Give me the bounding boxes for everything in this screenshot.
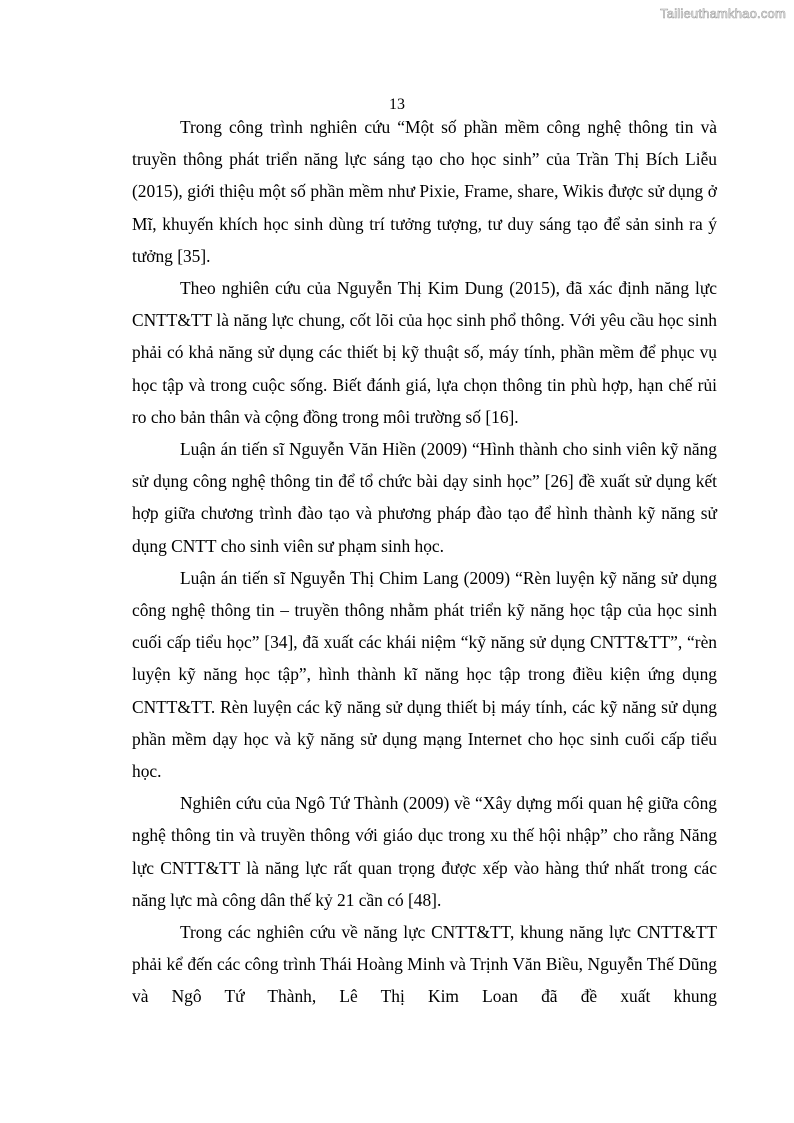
paragraph-1: Trong công trình nghiên cứu “Một số phần mềm công nghệ thông tin và truyền thông phát triển năng lực sáng tạo cho học sinh” của Trần Thị Bích Liễu (2015), giới thiệu một số phần mềm như Pixie, Frame, share, Wikis được sử dụng ở Mĩ, khuyến khích học sinh dùng trí tưởng tượng, tư duy sáng tạo để sản sinh ra ý tưởng [35]. [132,117,717,266]
paragraph-5: Nghiên cứu của Ngô Tứ Thành (2009) về “Xây dựng mối quan hệ giữa công nghệ thông tin và truyền thông với giáo dục trong xu thế hội nhập” cho rằng Năng lực CNTT&TT là năng lực rất quan trọng được xếp vào hàng thứ nhất trong các năng lực mà công dân thế kỷ 21 cần có [48]. [132,793,717,910]
document-body [132,111,717,1013]
paragraph-2: Theo nghiên cứu của Nguyễn Thị Kim Dung (2015), đã xác định năng lực CNTT&TT là năng lực chung, cốt lõi của học sinh phổ thông. Với yêu cầu học sinh phải có khả năng sử dụng các thiết bị kỹ thuật số, máy tính, phần mềm để phục vụ học tập và trong cuộc sống. Biết đánh giá, lựa chọn thông tin phù hợp, hạn chế rủi ro cho bản thân và cộng đồng trong môi trường số [16]. [132,278,717,427]
paragraph-3: Luận án tiến sĩ Nguyễn Văn Hiền (2009) “Hình thành cho sinh viên kỹ năng sử dụng công nghệ thông tin để tổ chức bài dạy sinh học” [26] đề xuất sử dụng kết hợp giữa chương trình đào tạo và phương pháp đào tạo để hình thành kỹ năng sử dụng CNTT cho sinh viên sư phạm sinh học. [132,439,717,556]
paragraph-4: Luận án tiến sĩ Nguyễn Thị Chim Lang (2009) “Rèn luyện kỹ năng sử dụng công nghệ thông tin – truyền thông nhằm phát triển kỹ năng học tập của học sinh cuối cấp tiểu học” [34], đã xuất các khái niệm “kỹ năng sử dụng CNTT&TT”, “rèn luyện kỹ năng học tập”, hình thành kĩ năng học tập trong điều kiện ứng dụng CNTT&TT. Rèn luyện các kỹ năng sử dụng thiết bị máy tính, các kỹ năng sử dụng phần mềm dạy học và kỹ năng sử dụng mạng Internet cho học sinh cuối cấp tiểu học. [132,567,717,782]
paragraph-6: Trong các nghiên cứu về năng lực CNTT&TT, khung năng lực CNTT&TT phải kể đến các công trình Thái Hoàng Minh và Trịnh Văn Biều, Nguyễn Thế Dũng và Ngô Tứ Thành, Lê Thị Kim Loan đã đề xuất khung [132,922,717,1007]
watermark-text: Tailieuthamkhao.com [660,6,786,21]
page-number: 13 [389,96,405,113]
